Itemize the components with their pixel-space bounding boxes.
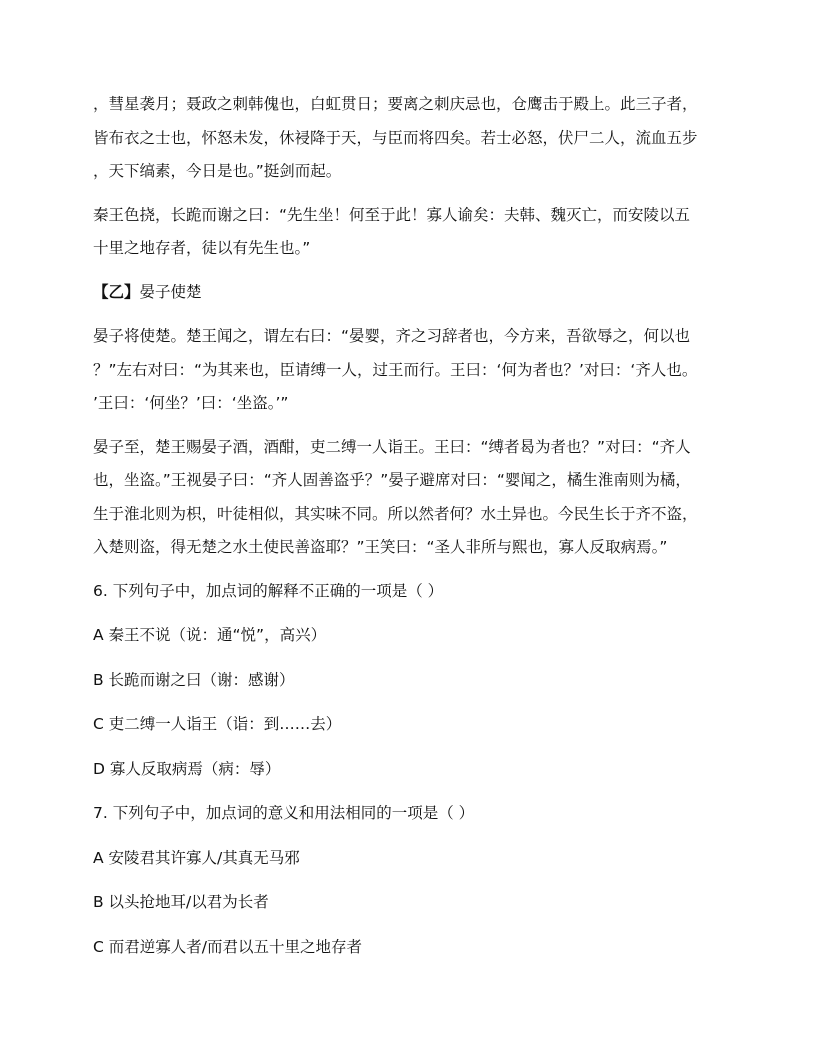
document-content [93,88,733,975]
question-7-option-c: C 而君逆寡人者/而君以五十里之地存者 [93,937,362,956]
section-b-bracket: 【乙】 [93,282,140,301]
text-line: 入楚则盗，得无楚之水土使民善盗耶？”王笑曰：“圣人非所与熙也，寡人反取病焉。” [93,538,668,556]
question-6-option-b: B 长跪而谢之曰（谢：感谢） [93,670,295,689]
text-line: 晏子将使楚。楚王闻之，谓左右曰：“晏婴，齐之习辞者也，今方来，吾欲辱之，何以也 [93,327,691,345]
text-line: 也，坐盗。”王视晏子曰：“齐人固善盗乎？”晏子避席对曰：“婴闻之，橘生淮南则为橘， [93,471,691,489]
question-7-option-a: A 安陵君其许寡人/其真无马邪 [93,848,300,867]
text-line: ，天下缟素，今日是也。”挺剑而起。 [93,162,342,180]
text-line: 生于淮北则为枳，叶徒相似，其实味不同。所以然者何？水土异也。今民生长于齐不盗， [93,504,698,523]
passage-paragraph-2 [93,199,733,266]
text-line: ，彗星袭月；聂政之刺韩傀也，白虹贯日；要离之刺庆忌也，仓鹰击于殿上。此三子者， [93,95,698,113]
question-6-option-c: C 吏二缚一人诣王（诣：到……去） [93,715,342,733]
text-line: ’王曰：‘何坐？’曰：‘坐盗。’” [93,394,289,412]
question-7-option-b: B 以头抢地耳/以君为长者 [93,893,269,911]
passage-paragraph-1 [93,88,733,189]
section-b-heading [93,276,733,310]
text-line: ？”左右对曰：“为其来也，臣请缚一人，过王而行。王曰：‘何为者也？’对曰：‘齐人也。 [93,360,698,379]
question-6-option-a: A 秦王不说（说：通“悦”，高兴） [93,626,327,644]
question-6-stem: 6. 下列句子中，加点词的解释不正确的一项是（ ） [93,581,444,600]
text-line: 十里之地存者，徒以有先生也。” [93,239,311,257]
passage-paragraph-4 [93,431,733,565]
text-line: 晏子至，楚王赐晏子酒，酒酣，吏二缚一人诣王。王曰：“缚者曷为者也？”对曰：“齐人 [93,437,691,456]
section-b-title: 晏子使楚 [139,282,202,301]
passage-paragraph-3 [93,320,733,421]
text-line: 秦王色挠，长跪而谢之曰：“先生坐！何至于此！寡人谕矣：夫韩、魏灭亡，而安陵以五 [93,205,691,224]
question-7-stem: 7. 下列句子中，加点词的意义和用法相同的一项是（ ） [93,804,475,822]
question-6-option-d: D 寡人反取病焉（病：辱） [93,759,281,778]
text-line: 皆布衣之士也，怀怒未发，休祲降于天，与臣而将四矣。若士必怒，伏尸二人，流血五步 [93,128,698,147]
